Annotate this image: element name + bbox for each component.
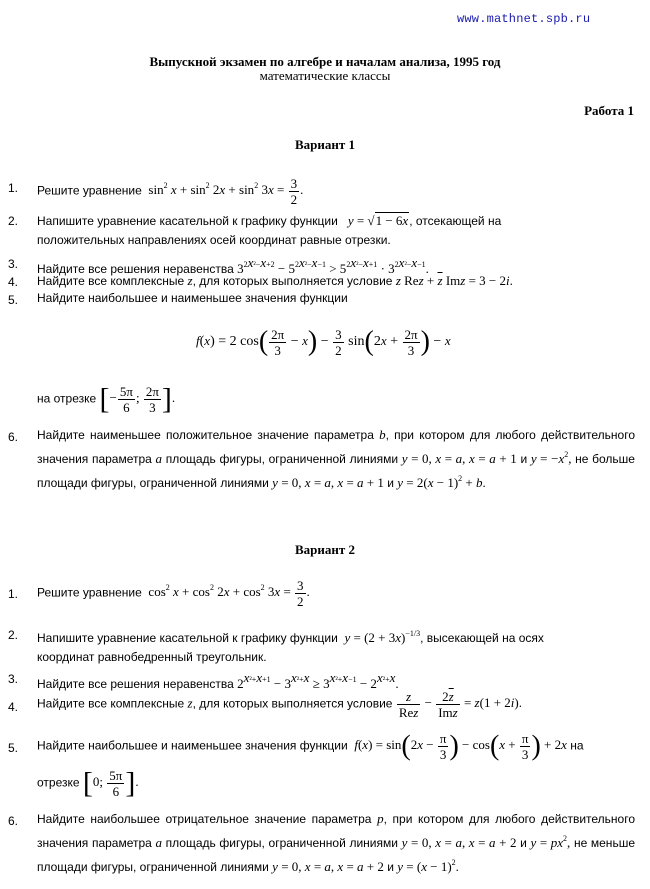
v2-item-4-number: 4. [8,700,19,714]
v1-item-6-text-f: не больше площади фигуры, ограниченной [37,452,635,490]
v2-item-1-formula: $\cos^2 x + \cos^2 2x + \cos^2 3x$ = $\frac{3}{2}$ . [148,578,310,609]
v1-item-6-and-2: и [387,476,394,490]
v2-item-2-text-c: координат равнобедренный треугольник. [37,650,267,664]
v2-item-5-formula: f(x) = sin(2x − $\frac{\pi}{3}$ ) − cos(x + $\frac{\pi}{3}$ ) + 2x [354,731,567,762]
v2-item-5-text-b: на [570,738,584,753]
v1-item-2-text-a: Напишите уравнение касательной к графику функции [37,214,338,228]
v2-item-6-text-e: линиями [349,836,398,850]
v2-item-3-formula: $2^{x^2+x+1} - 3^{x^2+x} \ge 3^{x^2+x-1} - 2^{x^2+x}$. [237,670,399,691]
v1-item-2 [37,211,635,250]
v2-item-2 [37,624,635,667]
v2-item-6-text-d: площадь фигуры, ограниченной [165,836,346,850]
v2-item-5-text: Найдите наибольшее и наименьшее значения функции [37,738,348,753]
v1-item-5-interval-formula: [− $\frac{5\pi}{6}$ ; $\frac{2\pi}{3}$ ]. [99,383,176,416]
v1-item-2-number: 2. [8,214,19,228]
v1-item-6-number: 6. [8,430,19,444]
v1-item-5-text-b: на отрезке [37,391,97,406]
v2-item-6: Найдите наибольшее отрицательное значение параметра p, при котором для любого действительного значения параметра a площадь фигуры, ограниченной линиями y = 0, x = a, x = a + 2 и $y = px^2$, не меньше площади фигуры, ограниченной линиями y = 0, x = a, x = a + 2 и $y = (x - 1)^2$. [37,811,636,874]
v1-item-3-number: 3. [8,257,19,271]
v1-item-1-text: Решите уравнение [37,183,142,198]
v1-item-6-and-1: и [520,452,528,466]
v1-item-1 [37,176,635,207]
v1-item-3-formula: $3^{2x^2-x+2} - 5^{2x^2-x-1} > 5^{2x^2-x+1} \cdot 3^{2x^2-x-1}$. [237,255,429,276]
v2-item-6-text-a: Найдите наибольшее отрицательное значение параметра [37,812,372,826]
v2-item-2-text-b: , высекающей на осях [420,631,544,645]
v1-item-6: Найдите наименьшее положительное значение параметра b, при котором для любого действительного значения параметра a площадь фигуры, ограниченной линиями y = 0, x = a, x = a + 1 и $y = -x^2$, не больше площади фигуры, ограниченной линиями y = 0, x = a, x = a + 1 и $y = 2(x - 1)^2 + b$. [37,427,635,490]
v2-item-3-text: Найдите все решения неравенства [37,677,234,691]
variant-1-heading: Вариант 1 [294,137,356,152]
v1-item-1-formula: $\sin^2 x + \sin^2 2x + \sin^2 3x$ = $\frac{3}{2}$ . [148,176,304,207]
v1-item-4-formula: z Rez + $\overline{z}$ Imz = 3 − 2i. [395,273,513,288]
exam-title: Выпускной экзамен по алгебре и началам анализа, 1995 год [149,54,501,69]
v2-item-5 [37,731,635,762]
variant-2-heading: Вариант 2 [294,542,356,557]
v1-item-5 [37,289,635,308]
v2-item-6-and-1: и [520,836,527,850]
v1-item-1-number: 1. [8,181,19,195]
v2-item-2-text-a: Напишите уравнение касательной к графику функции [37,631,338,645]
v1-item-5-formula: f(x) = 2 cos( $\frac{2\pi}{3}$ − x) − $\frac{3}{2}$ sin(2x + $\frac{2\pi}{3}$ ) − x [196,326,451,358]
v1-item-4-number: 4. [8,275,19,289]
v1-item-6-text-g: линиями [220,476,269,490]
v1-item-2-text-b: , отсекающей на [409,214,502,228]
site-url[interactable]: www.mathnet.spb.ru [457,12,591,26]
work-number: Работа 1 [584,103,634,118]
v2-item-5-number: 5. [8,741,19,755]
v1-item-2-text-c: положительных направлениях осей координат равные отрезки. [37,233,391,247]
v1-item-4-text-b: , для которых выполняется условие [192,274,393,288]
v2-item-2-number: 2. [8,628,19,642]
v2-item-6-text-b: , при котором для любого [383,812,536,826]
v2-item-2-formula: $y = (2 + 3x)^{-1/3}$ [344,629,421,645]
v2-item-3-number: 3. [8,672,19,686]
v2-item-6-text-c: действительного значения параметра [37,812,636,850]
v2-item-5-text-c: отрезке [37,775,80,790]
v1-item-5-interval [37,384,635,415]
v2-item-6-text-g: линиями [220,860,269,874]
v2-item-1 [37,578,635,609]
v2-item-5-interval [37,768,635,799]
v1-item-5-text: Найдите наибольшее и наименьшее значения функции [37,291,348,305]
v1-item-6-text-d: площадь фигуры, ограниченной [165,452,346,466]
v2-item-1-text: Решите уравнение [37,585,142,600]
v1-item-4-text: Найдите все комплексные [37,274,185,288]
v1-item-3-text: Найдите все решения неравенства [37,262,234,276]
v1-item-4: Найдите все комплексные z, для которых выполняется условие z Rez + $\overline{z}$ Imz = 3 − 2i. [37,273,513,288]
v2-item-6-number: 6. [8,814,19,828]
v2-item-1-number: 1. [8,587,19,601]
v1-item-6-text-b: , при котором для любого [385,428,536,442]
v2-item-4-formula: $\frac{z}{\text{Rez}}$ − $\frac{2\overline{z}}{\text{Imz}}$ = z(1 + 2i). [398,689,522,720]
v2-item-4-text-b: , для которых выполняется условие [192,696,393,711]
v2-item-6-text-f: не меньше площади фигуры, ограниченной [37,836,635,874]
v2-item-6-and-2: и [387,860,394,874]
v1-item-6-text-a: Найдите наименьшее положительное значение параметра [37,428,374,442]
v1-item-5-number: 5. [8,293,19,307]
v1-item-2-formula: y = √1 − 6x [347,213,409,228]
v2-item-5-interval-formula: [0; $\frac{5\pi}{6}$ ]. [82,767,139,800]
v2-item-4: Найдите все комплексные z, для которых выполняется условие $\frac{z}{\text{Rez}}$ − $\frac{2\overline{z}}{\text{Imz}}$ = z(1 + 2i). [37,689,522,720]
v1-item-6-text-e: линиями [349,452,399,466]
exam-subtitle: математические классы [259,68,391,83]
v1-item-6-text-c: действительного значения параметра [37,428,635,466]
v2-item-4-text: Найдите все комплексные [37,696,185,711]
